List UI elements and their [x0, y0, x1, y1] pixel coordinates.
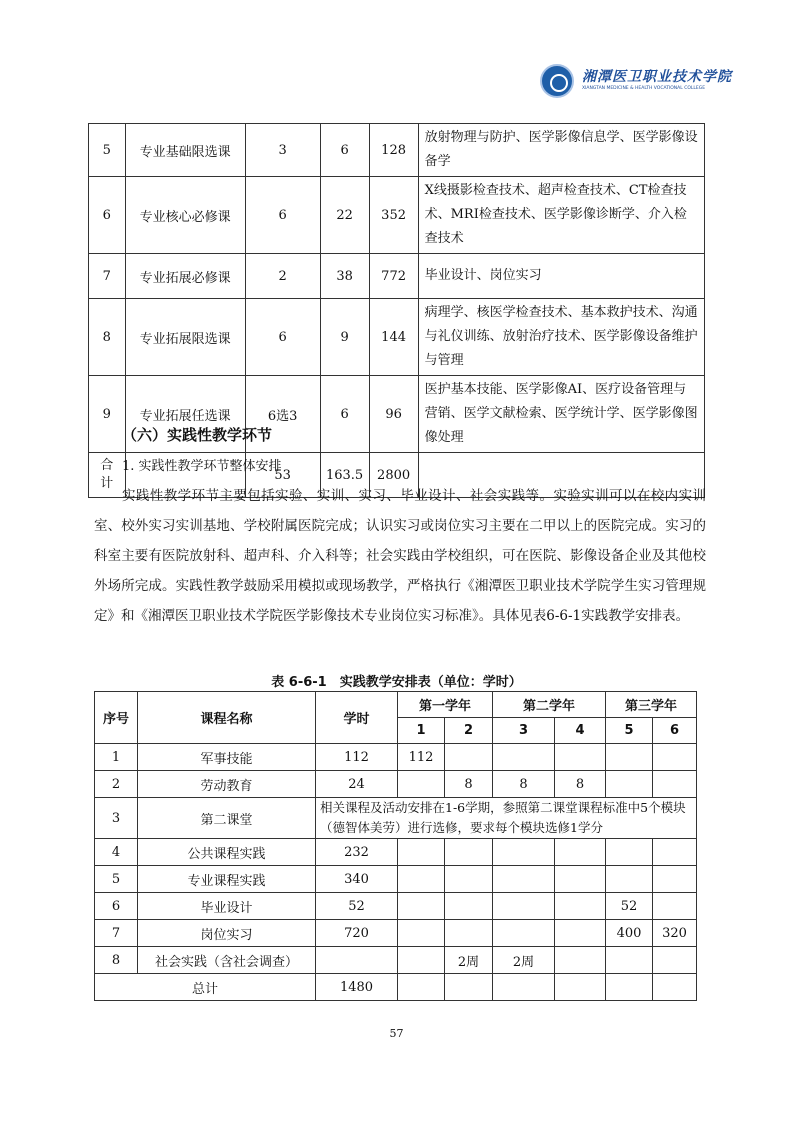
cell-type: 专业拓展任选课: [125, 376, 245, 453]
cell-credits: 9: [320, 299, 369, 376]
section-heading: （六）实践性教学环节: [122, 426, 273, 444]
cell-total-credits: 163.5: [320, 453, 369, 498]
header-semester-6: 6: [653, 718, 697, 744]
cell-semester-4: [555, 839, 606, 866]
header-hours: 学时: [316, 692, 398, 744]
header-course-name: 课程名称: [138, 692, 316, 744]
cell-credits: 38: [320, 254, 369, 299]
cell-hours: 352: [369, 177, 418, 254]
cell-total-hours: 2800: [369, 453, 418, 498]
cell-courses: 放射物理与防护、医学影像信息学、医学影像设备学: [418, 124, 704, 177]
cell-type: 专业拓展限选课: [125, 299, 245, 376]
cell-course-name: 劳动教育: [138, 771, 316, 798]
section-paragraph: 实践性教学环节主要包括实验、实训、实习、毕业设计、社会实践等。实验实训可以在校内实训室、校外实习实训基地、学校附属医院完成；认识实习或岗位实习主要在二甲以上的医院完成。实习的科室主要有医院放射科、超声科、介入科等；社会实践由学校组织，可在医院、影像设备企业及其他校外场所完成。实践性教学鼓励采用模拟或现场教学，严格执行《湘潭医卫职业技术学院学生实习管理规定》和《湘潭医卫职业技术学院医学影像技术专业岗位实习标准》。具体见表6-6-1实践教学安排表。: [94, 488, 706, 624]
cell-semester-3: [493, 920, 555, 947]
cell-semester-6: [653, 771, 697, 798]
table-row: [95, 744, 697, 771]
cell-semester-3: [493, 744, 555, 771]
cell-type: 专业核心必修课: [125, 177, 245, 254]
cell-semester-1: [398, 839, 445, 866]
header-semester-1: 1: [398, 718, 445, 744]
cell-type: 专业拓展必修课: [125, 254, 245, 299]
cell-course-name: 专业课程实践: [138, 866, 316, 893]
table-row: [95, 866, 697, 893]
cell-semester-2: [445, 839, 493, 866]
cell-total-count: 53: [245, 453, 320, 498]
cell-semester-4: [555, 744, 606, 771]
cell-count: 6: [245, 299, 320, 376]
table-row: [95, 839, 697, 866]
cell-semester-4: 8: [555, 771, 606, 798]
table-row: [89, 254, 705, 299]
cell-no: 7: [95, 920, 138, 947]
cell-semester-2: [445, 920, 493, 947]
cell-count: 6: [245, 177, 320, 254]
cell-semester-4: [555, 866, 606, 893]
cell-semester-4: [555, 920, 606, 947]
cell-hours: 96: [369, 376, 418, 453]
cell-credits: 6: [320, 124, 369, 177]
table-row: [89, 124, 705, 177]
cell-no: 3: [95, 798, 138, 839]
cell-semester-3: 2周: [493, 947, 555, 974]
cell-courses: X线摄影检查技术、超声检查技术、CT检查技术、MRI检查技术、医学影像诊断学、介入检查技术: [418, 177, 704, 254]
cell-semester-6: [653, 744, 697, 771]
cell-semester-3: 8: [493, 771, 555, 798]
cell-no: 7: [89, 254, 126, 299]
cell-no: 6: [89, 177, 126, 254]
cell-total-label: 总计: [95, 974, 316, 1001]
cell-no: 1: [95, 744, 138, 771]
cell-hours: 112: [316, 744, 398, 771]
table-row: [95, 798, 697, 839]
cell-hours: 128: [369, 124, 418, 177]
cell-semester-3: [493, 866, 555, 893]
table-row: [95, 893, 697, 920]
cell-semester-1: [398, 947, 445, 974]
cell-no: 5: [95, 866, 138, 893]
header-no: 序号: [95, 692, 138, 744]
table-row: [89, 177, 705, 254]
cell-count: 2: [245, 254, 320, 299]
table-row: [89, 299, 705, 376]
cell-credits: 22: [320, 177, 369, 254]
cell-no: 2: [95, 771, 138, 798]
total-row: [95, 974, 697, 1001]
cell-no: 8: [89, 299, 126, 376]
cell-semester-3: [493, 893, 555, 920]
cell-course-name: 社会实践（含社会调查）: [138, 947, 316, 974]
cell-course-name: 第二课堂: [138, 798, 316, 839]
cell-semester-5: [606, 771, 653, 798]
cell-semester-5: [606, 839, 653, 866]
section-subheading: 1. 实践性教学环节整体安排: [122, 459, 282, 474]
table-row: [95, 947, 697, 974]
cell-count: 6选3: [245, 376, 320, 453]
cell-hours: 232: [316, 839, 398, 866]
cell-semester-3: [493, 839, 555, 866]
cell-hours: 24: [316, 771, 398, 798]
cell-semester-5: [606, 947, 653, 974]
cell-semester-5: 400: [606, 920, 653, 947]
logo-english-name: XIANGTAN MEDICINE & HEALTH VOCATIONAL COLLEGE: [582, 86, 706, 91]
cell-semester-6: [653, 947, 697, 974]
cell-no: 5: [89, 124, 126, 177]
table-caption: 表 6-6-1 实践教学安排表（单位：学时）: [271, 675, 522, 690]
cell-total-semester-3: [493, 974, 555, 1001]
cell-total-semester-2: [445, 974, 493, 1001]
cell-total-hours: 1480: [316, 974, 398, 1001]
page-number: 57: [389, 1027, 404, 1040]
cell-semester-4: [555, 947, 606, 974]
cell-semester-4: [555, 893, 606, 920]
header-year-3: 第三学年: [606, 692, 697, 718]
cell-no: 4: [95, 839, 138, 866]
cell-courses: 病理学、核医学检查技术、基本救护技术、沟通与礼仪训练、放射治疗技术、医学影像设备维护与管理: [418, 299, 704, 376]
cell-hours: 772: [369, 254, 418, 299]
cell-semester-2: [445, 866, 493, 893]
cell-hours: 52: [316, 893, 398, 920]
cell-semester-2: 8: [445, 771, 493, 798]
cell-total-semester-6: [653, 974, 697, 1001]
header-semester-3: 3: [493, 718, 555, 744]
cell-semester-1: 112: [398, 744, 445, 771]
cell-course-name: 公共课程实践: [138, 839, 316, 866]
cell-semester-6: [653, 839, 697, 866]
cell-semester-1: [398, 771, 445, 798]
header-semester-4: 4: [555, 718, 606, 744]
cell-no: 6: [95, 893, 138, 920]
cell-semester-1: [398, 866, 445, 893]
cell-type: 专业基础限选课: [125, 124, 245, 177]
cell-semester-1: [398, 893, 445, 920]
practice-schedule-table: [94, 691, 697, 1001]
cell-course-name: 岗位实习: [138, 920, 316, 947]
college-logo: [540, 62, 732, 102]
cell-semester-2: 2周: [445, 947, 493, 974]
cell-course-name: 毕业设计: [138, 893, 316, 920]
cell-total-semester-1: [398, 974, 445, 1001]
cell-semester-5: 52: [606, 893, 653, 920]
cell-total-label: 合计: [89, 453, 126, 498]
cell-semester-6: [653, 866, 697, 893]
cell-total-semester-4: [555, 974, 606, 1001]
college-emblem-icon: [540, 64, 574, 98]
table-row: [95, 920, 697, 947]
cell-no: 8: [95, 947, 138, 974]
cell-semester-6: 320: [653, 920, 697, 947]
header-year-1: 第一学年: [398, 692, 493, 718]
cell-hours: 720: [316, 920, 398, 947]
cell-hours: 340: [316, 866, 398, 893]
cell-courses: 毕业设计、岗位实习: [418, 254, 704, 299]
header-year-2: 第二学年: [493, 692, 606, 718]
cell-merged-note: 相关课程及活动安排在1-6学期，参照第二课堂课程标准中5个模块（德智体美劳）进行选修，要求每个模块选修1学分: [316, 798, 697, 839]
header-semester-5: 5: [606, 718, 653, 744]
cell-course-name: 军事技能: [138, 744, 316, 771]
cell-credits: 6: [320, 376, 369, 453]
cell-hours: 144: [369, 299, 418, 376]
cell-count: 3: [245, 124, 320, 177]
cell-semester-5: [606, 866, 653, 893]
cell-semester-5: [606, 744, 653, 771]
logo-chinese-name: 湘潭医卫职业技术学院: [582, 69, 732, 85]
cell-semester-2: [445, 893, 493, 920]
cell-semester-1: [398, 920, 445, 947]
cell-semester-2: [445, 744, 493, 771]
cell-courses: 医护基本技能、医学影像AI、医疗设备管理与营销、医学文献检索、医学统计学、医学影像图像处理: [418, 376, 704, 453]
cell-semester-6: [653, 893, 697, 920]
cell-total-semester-5: [606, 974, 653, 1001]
cell-hours: [316, 947, 398, 974]
header-semester-2: 2: [445, 718, 493, 744]
table-row: [95, 771, 697, 798]
cell-no: 9: [89, 376, 126, 453]
